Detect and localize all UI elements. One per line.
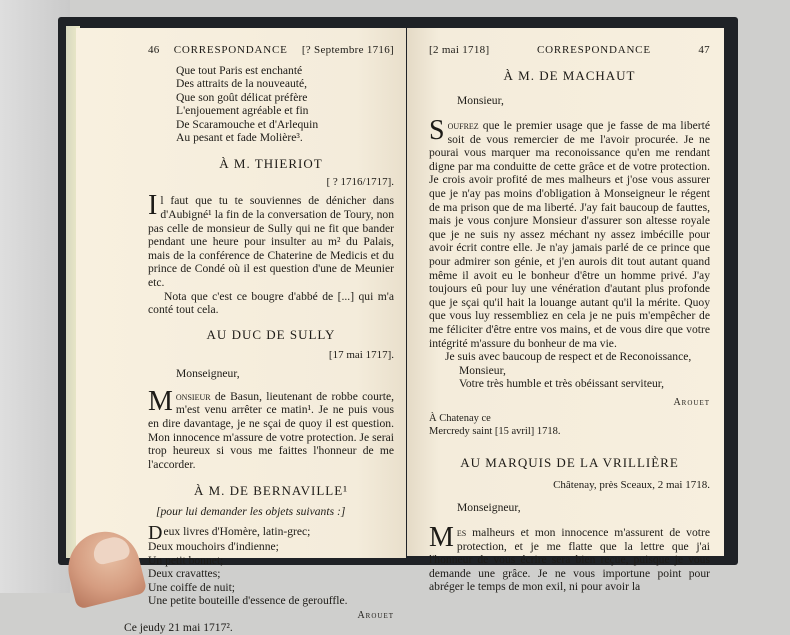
letter-lead-word: onsieur [175, 389, 211, 403]
letter-closing-formula: Votre très humble et très obéissant serviteur, [459, 377, 665, 391]
list-item: Deux cravattes; [148, 567, 221, 581]
letter-lead-word: es [456, 526, 467, 540]
item-list [148, 521, 394, 608]
letter-salutation: Monseigneur, [457, 501, 521, 515]
letter-place: À Chatenay ce [429, 412, 491, 424]
verse-line: Des attraits de la nouveauté, [176, 77, 308, 91]
letter-closing: Je suis avec baucoup de respect et de Reconoissance, [445, 350, 692, 364]
left-page-number: 46 [148, 44, 160, 56]
right-header-date: [2 mai 1718] [429, 44, 490, 56]
letter-body-sully [148, 385, 394, 472]
letter-closing-salutation: Monsieur, [459, 363, 506, 377]
letter-postscript: Nota que c'est ce bougre d'abbé de [...] qui m'a conté tout cela. [148, 289, 394, 317]
letter-heading-machaut: À M. DE MACHAUT [503, 68, 636, 83]
verse-line: Au pesant et fade Molière³. [176, 131, 303, 145]
letter-salutation: Monseigneur, [176, 366, 240, 380]
list-item: Un petit bonnet; [148, 553, 224, 567]
right-page-number: 47 [698, 44, 710, 56]
letter-heading-vrilliere: AU MARQUIS DE LA VRILLIÈRE [460, 455, 679, 471]
drop-cap: I [148, 190, 158, 222]
letter-salutation: Monsieur, [457, 94, 504, 107]
letter-date: Châtenay, près Sceaux, 2 mai 1718. [553, 479, 710, 492]
letter-heading-sully: AU DUC DE SULLY [206, 326, 336, 342]
verse-block [148, 64, 394, 144]
letter-note: [pour lui demander les objets suivants :] [156, 505, 346, 519]
list-item: Deux livres d'Homère, latin-grec; [148, 521, 311, 544]
letter-text: malheurs et mon innocence m'assurent de votre protection, et je me flatte que la lettre que j'ai l'honneur de vous écrire sera bien reçue, puisque je vous demande une grâce. Je ne vous importune point pour abréger le temps de mon exil, ni pour avoir la [429, 526, 710, 594]
letter-body-vrilliere [429, 522, 710, 594]
letter-date: [17 mai 1717]. [328, 348, 394, 361]
left-running-title: CORRESPONDANCE [173, 44, 288, 56]
signature: Arouet [673, 396, 710, 408]
left-page [76, 28, 406, 634]
drop-cap: D [148, 521, 163, 544]
letter-text: que le premier usage que je fasse de ma liberté soit de vous remercier de me l'avoir procurée. Je ne pourai vous marquer ma reconoissance qu'en me rendant digne par ma conduitte de cette grâce et de votre protection. Je crois avoir profité de mes malheurs et j'ose vous assurer que je n'ay pas moins d'obligation à Monseigneur le régent de ma prison que de ma liberté. J'ay fait baucoup de fauttes, mais je vous conjure Monsieur d'assurer son altesse royale que je ne suis ny assez méchant ny assez imbécille pour avoir écrit contre elle. Je n'ay jamais parlé de ce prince que pour admirer son génie, et j'en aurois dit tout autant quand même il avoit eu le bonheur d'être un homme privé. J'ay toujours eû pour luy une vénération d'autant plus profonde que je sçai qu'il hait la louange autant qu'il la mérite. Quoy que vous luy ressembliez en cela je ne puis m'empêcher de me féliciter d'être entre vos mains, et de vous dire que votre intégrité m'assure du bonheur de ma vie. [429, 119, 710, 350]
letter-body-machaut [429, 115, 710, 350]
drop-cap: M [148, 385, 173, 417]
right-page [407, 28, 724, 594]
right-running-header [429, 44, 710, 56]
verse-line: De Scaramouche et d'Arlequin [176, 117, 319, 131]
right-running-title: CORRESPONDANCE [536, 44, 651, 56]
drop-cap: M [429, 522, 454, 554]
verse-line: Que son goût délicat préfère [176, 90, 308, 104]
signature: Arouet [357, 609, 394, 621]
left-running-header [148, 44, 394, 56]
list-item: Une coiffe de nuit; [148, 580, 236, 594]
letter-dateline: Mercredy saint [15 avril] 1718. [429, 426, 561, 438]
letter-text: l faut que tu te souviennes de dénicher dans d'Aubigné¹ la fin de la conversation de Toury, non pas celle de monsieur de Sully qui ne fit que bander pendant une heure pour insulter au m² du Palais, mais de la conférence de Chaterine de Medicis et du prince de Condé où il est question d'une de Meunier etc. [148, 194, 394, 289]
list-item: Une petite bouteille d'essence de gerouffle. [148, 594, 348, 608]
letter-date: [ ? 1716/1717]. [326, 176, 394, 189]
verse-line: Que tout Paris est enchanté [176, 64, 303, 77]
letter-heading-thieriot: À M. THIERIOT [219, 156, 323, 172]
letter-dateline: Ce jeudy 21 mai 1717². [124, 620, 233, 634]
list-item: Deux mouchoirs d'indienne; [148, 539, 279, 553]
letter-lead-word: oufrez [447, 119, 479, 132]
letter-heading-bernaville: À M. DE BERNAVILLE¹ [193, 483, 349, 499]
letter-body-thieriot [148, 190, 394, 289]
left-header-date: [? Septembre 1716] [301, 44, 394, 56]
drop-cap: S [429, 115, 445, 146]
verse-line: L'enjouement agréable et fin [176, 104, 309, 118]
letter-text: de Basun, lieutenant de robbe courte, m'est venu arrêter ce matin¹. Je ne puis vous en dire davantage, je ne sçai de quoy il est question. Mon innocence m'assure de votre protection. Je serai trop heureux si vous me faittes l'honneur de me l'accorder. [148, 389, 394, 471]
